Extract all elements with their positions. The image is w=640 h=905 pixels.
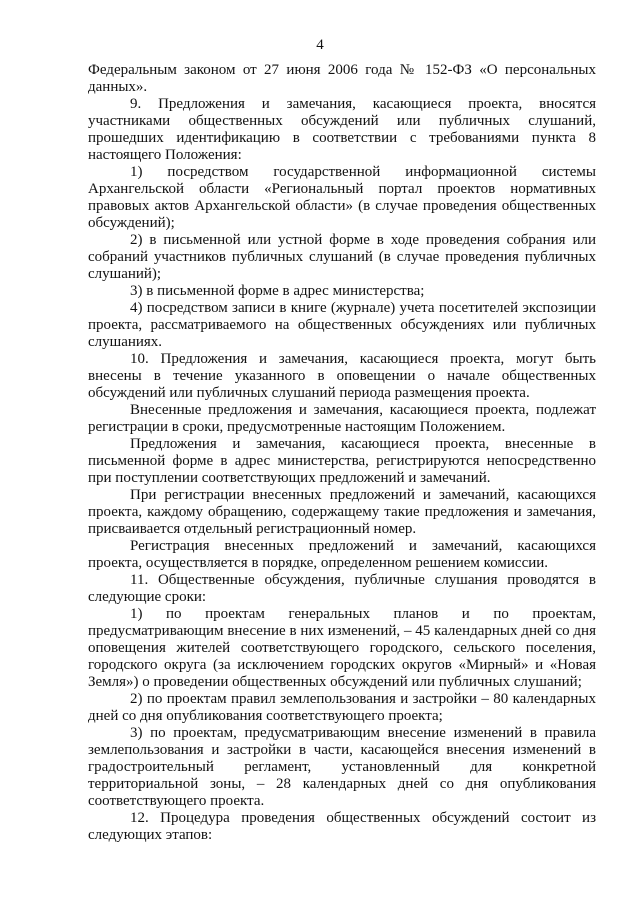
paragraph-item-1: 1) посредством государственной информационной системы Архангельской области «Региональный портал проектов нормативных правовых актов Архангельской области» (в случае проведения общественных обсуждений); [88,164,596,231]
paragraph-term-1: 1) по проектам генеральных планов и по проектам, предусматривающим внесение в них изменений, – 45 календарных дней со дня оповещения жителей соответствующего городского, сельского поселения, городского округа (за исключением городских округов «Мирный» и «Новая Земля») о проведении общественных обсуждений или публичных слушаний; [88,606,596,690]
paragraph-item-2: 2) в письменной или устной форме в ходе проведения собрания или собраний участников публичных слушаний (в случае проведения публичных слушаний); [88,232,596,282]
paragraph-clause-9: 9. Предложения и замечания, касающиеся проекта, вносятся участниками общественных обсуждений или публичных слушаний, прошедших идентификацию в соответствии с требованиями пункта 8 настоящего Положения: [88,96,596,163]
paragraph-item-3: 3) в письменной форме в адрес министерства; [130,283,425,299]
paragraph-registration-number: При регистрации внесенных предложений и замечаний, касающихся проекта, каждому обращению, содержащему такие предложения и замечания, присваивается отдельный регистрационный номер. [88,487,596,537]
page-number: 4 [316,37,324,53]
paragraph-term-3: 3) по проектам, предусматривающим внесение изменений в правила землепользования и застройки в части, касающейся внесения изменений в градостроительный регламент, установленный для конкретной территориальной зоны, – 28 календарных дней со дня опубликования соответствующего проекта. [88,725,596,809]
paragraph-term-2: 2) по проектам правил землепользования и застройки – 80 календарных дней со дня опубликования соответствующего проекта; [88,691,596,724]
paragraph-clause-11: 11. Общественные обсуждения, публичные слушания проводятся в следующие сроки: [88,572,596,605]
paragraph-clause-10: 10. Предложения и замечания, касающиеся проекта, могут быть внесены в течение указанного в оповещении о начале общественных обсуждений или публичных слушаний периода размещения проекта. [88,351,596,401]
paragraph-registration-procedure: Регистрация внесенных предложений и замечаний, касающихся проекта, осуществляется в порядке, определенном решением комиссии. [88,538,596,571]
document-body [88,62,596,844]
paragraph-item-4: 4) посредством записи в книге (журнале) учета посетителей экспозиции проекта, рассматриваемого на общественных обсуждениях или публичных слушаниях. [88,300,596,350]
paragraph-written-registration: Предложения и замечания, касающиеся проекта, внесенные в письменной форме в адрес министерства, регистрируются непосредственно при поступлении соответствующих предложений и замечаний. [88,436,596,486]
paragraph-clause-12: 12. Процедура проведения общественных обсуждений состоит из следующих этапов: [88,810,596,843]
paragraph-registration-deadlines: Внесенные предложения и замечания, касающиеся проекта, подлежат регистрации в сроки, предусмотренные настоящим Положением. [88,402,596,435]
paragraph-continuation: Федеральным законом от 27 июня 2006 года № 152-ФЗ «О персональных данных». [88,62,596,95]
